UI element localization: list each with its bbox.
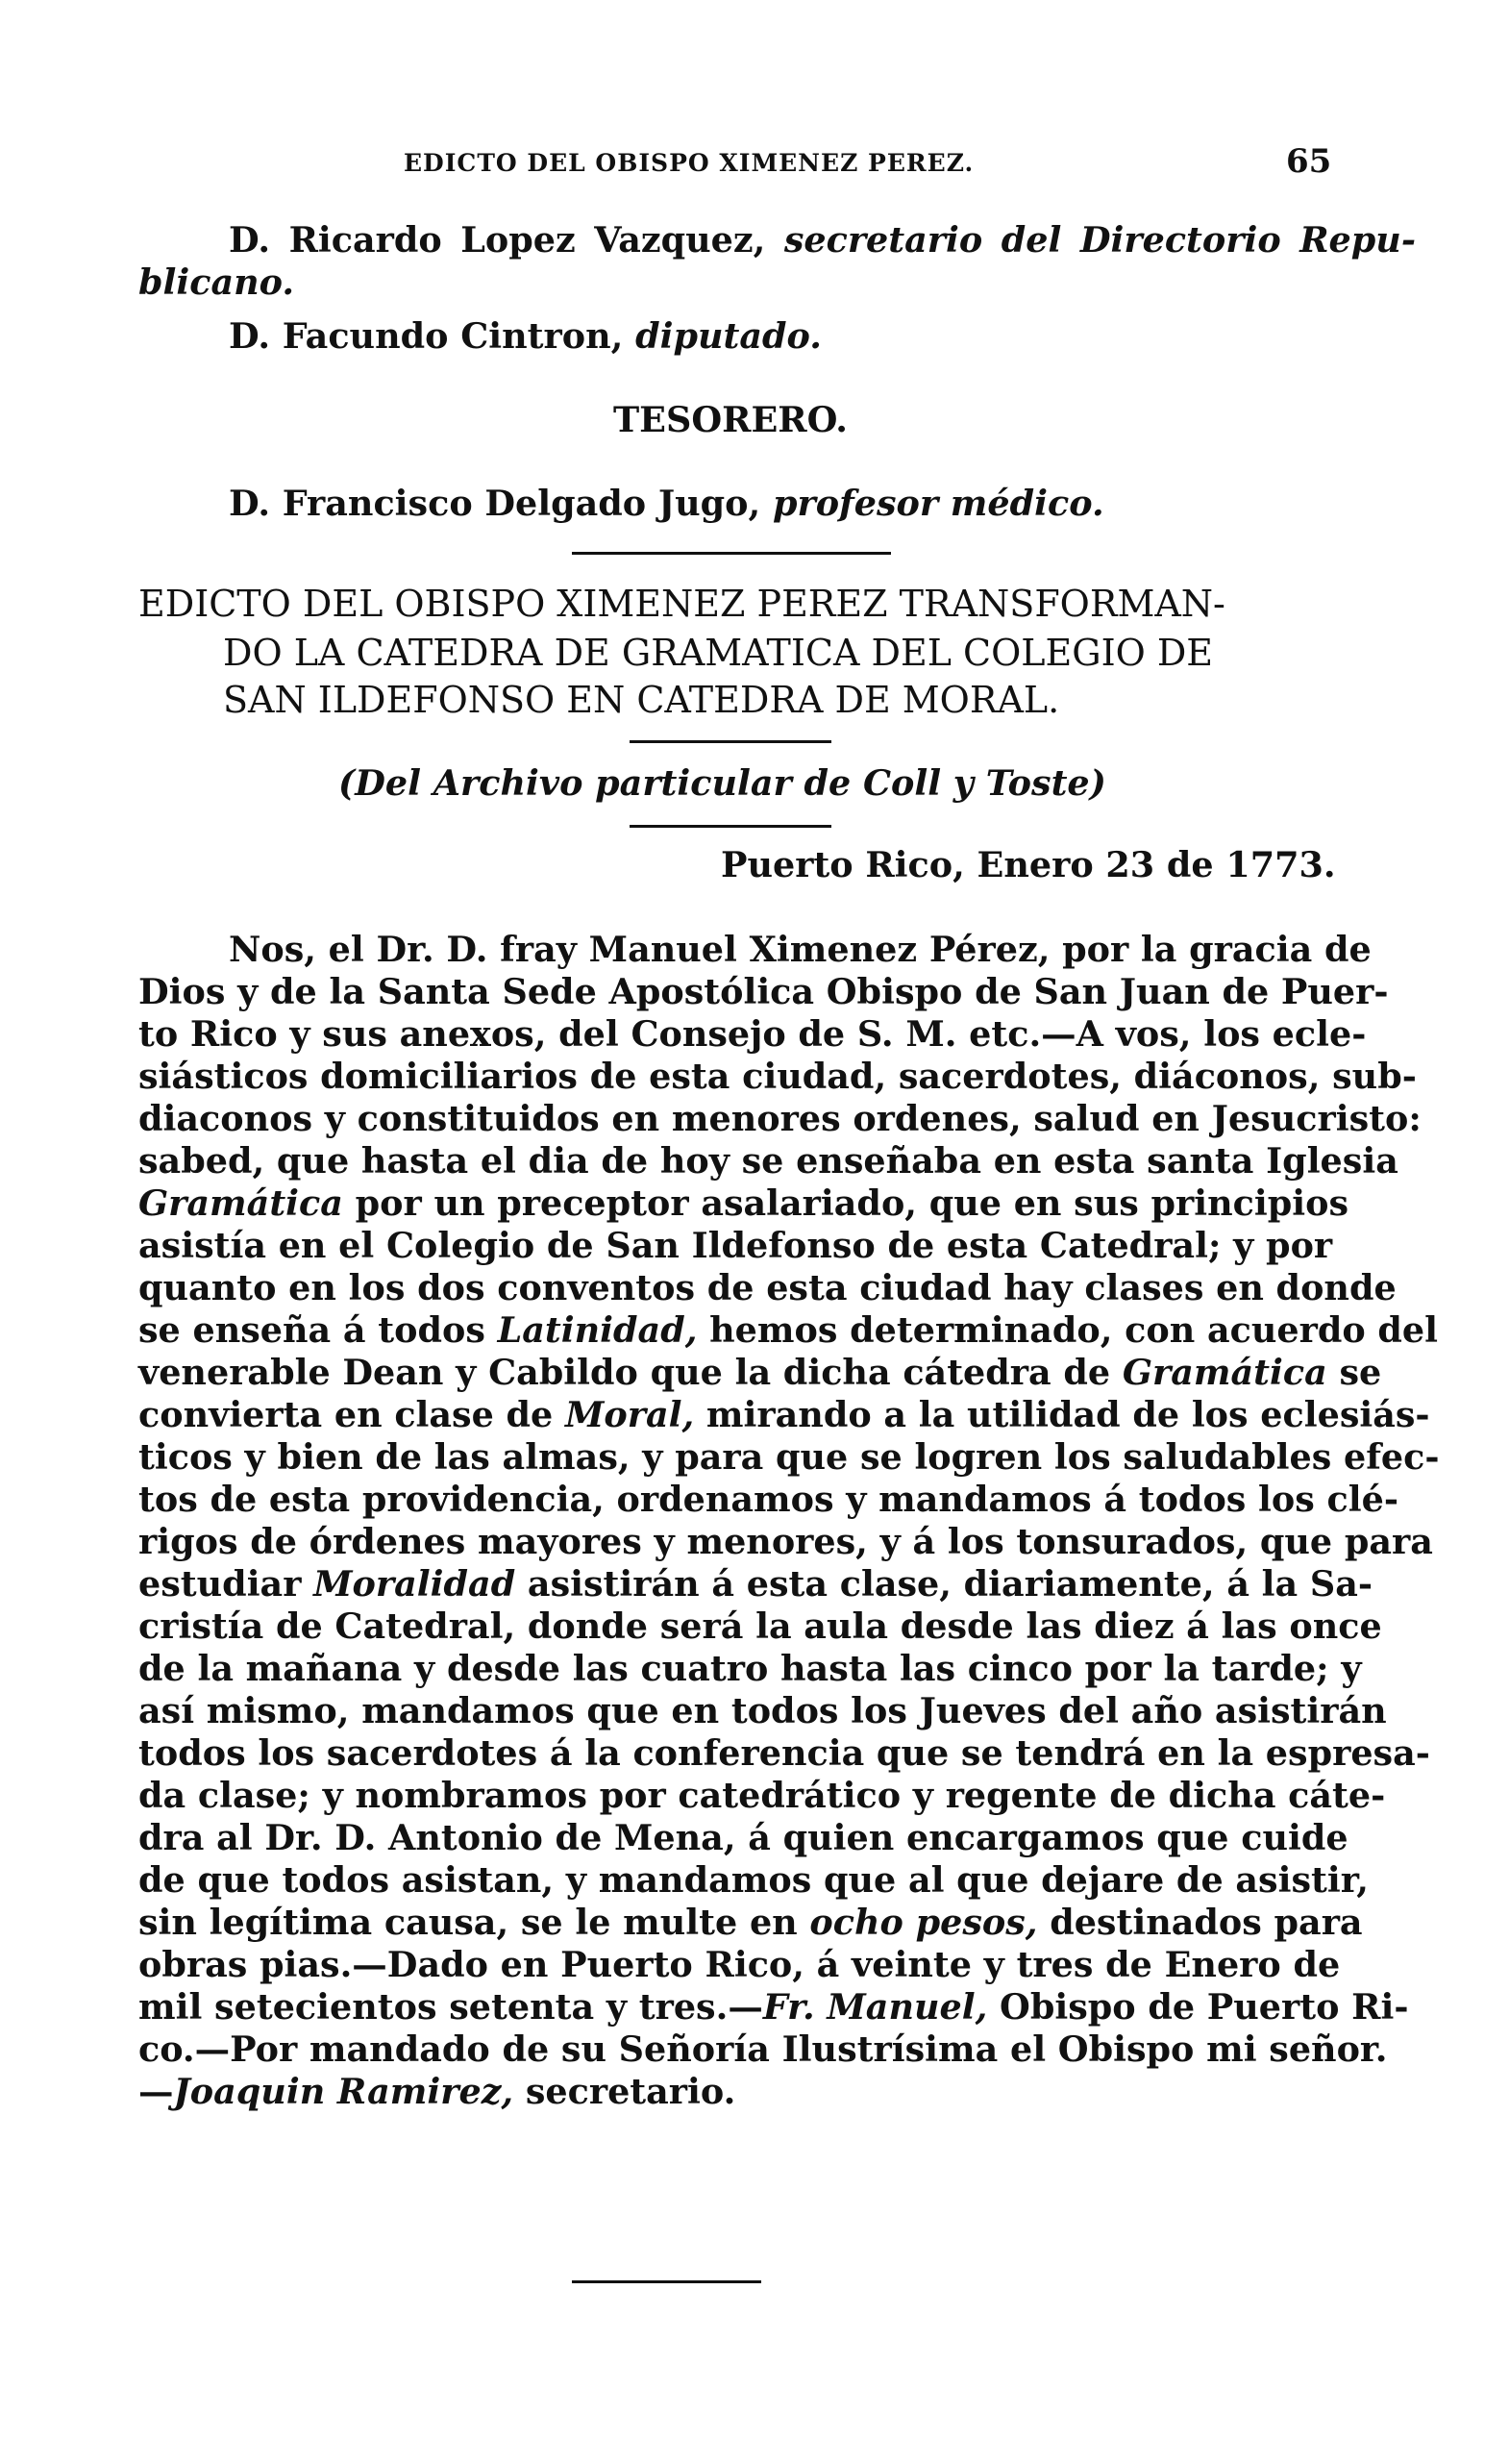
body-line: tos de esta providencia, ordenamos y mandamos á todos los clé- (138, 1479, 1398, 1520)
dateline: Puerto Rico, Enero 23 de 1773. (721, 844, 1336, 885)
body-line: cristía de Catedral, donde será la aula desde las diez á las once (138, 1605, 1382, 1647)
intro-line-2: blicano. (138, 261, 295, 303)
body-line: convierta en clase de Moral, mirando a la utilidad de los eclesiás- (138, 1394, 1430, 1435)
body-line: obras pias.—Dado en Puerto Rico, á veinte y tres de Enero de (138, 1944, 1341, 1985)
intro-line-4: D. Francisco Delgado Jugo, profesor médico. (229, 483, 1104, 524)
title-line-2: DO LA CATEDRA DE GRAMATICA DEL COLEGIO DE (223, 632, 1214, 674)
body-line: rigos de órdenes mayores y menores, y á los tonsurados, que para (138, 1521, 1433, 1562)
divider-rule (630, 740, 831, 743)
intro-line-1: D. Ricardo Lopez Vazquez, secretario del Directorio Repu- (229, 219, 1416, 261)
intro-line-3: D. Facundo Cintron, diputado. (229, 315, 822, 357)
body-line: Nos, el Dr. D. fray Manuel Ximenez Pérez, por la gracia de (229, 929, 1372, 970)
running-header: EDICTO DEL OBISPO XIMENEZ PEREZ. (404, 149, 975, 177)
body-line: ticos y bien de las almas, y para que se logren los saludables efec- (138, 1436, 1440, 1478)
body-line: sin legítima causa, se le multe en ocho pesos, destinados para (138, 1902, 1363, 1943)
body-line: mil setecientos setenta y tres.—Fr. Manuel, Obispo de Puerto Ri- (138, 1986, 1409, 2028)
end-rule (572, 2280, 761, 2283)
body-line: dra al Dr. D. Antonio de Mena, á quien encargamos que cuide (138, 1817, 1348, 1858)
body-line: todos los sacerdotes á la conferencia que se tendrá en la espresa- (138, 1732, 1430, 1774)
body-line: de que todos asistan, y mandamos que al que dejare de asistir, (138, 1859, 1369, 1901)
divider-rule (572, 552, 891, 555)
body-line: se enseña á todos Latinidad, hemos determinado, con acuerdo del (138, 1309, 1439, 1351)
body-line: da clase; y nombramos por catedrático y regente de dicha cáte- (138, 1775, 1386, 1816)
body-line: quanto en los dos conventos de esta ciudad hay clases en donde (138, 1267, 1397, 1308)
body-line: estudiar Moralidad asistirán á esta clase, diariamente, á la Sa- (138, 1563, 1373, 1605)
body-line: venerable Dean y Cabildo que la dicha cátedra de Gramática se (138, 1352, 1382, 1393)
body-line: sabed, que hasta el dia de hoy se enseñaba en esta santa Iglesia (138, 1140, 1398, 1182)
section-heading: TESORERO. (613, 399, 848, 440)
body-line: así mismo, mandamos que en todos los Jueves del año asistirán (138, 1690, 1387, 1731)
body-line-signature: —Joaquin Ramirez, secretario. (138, 2071, 736, 2112)
body-line: de la mañana y desde las cuatro hasta las cinco por la tarde; y (138, 1648, 1362, 1689)
divider-rule (630, 825, 831, 828)
title-line-1: EDICTO DEL OBISPO XIMENEZ PEREZ TRANSFORMAN- (138, 583, 1225, 625)
body-line: co.—Por mandado de su Señoría Ilustrísima el Obispo mi señor. (138, 2028, 1388, 2070)
source-note: (Del Archivo particular de Coll y Toste) (338, 762, 1106, 804)
body-line: Dios y de la Santa Sede Apostólica Obispo de San Juan de Puer- (138, 971, 1389, 1012)
body-line: Gramática por un preceptor asalariado, que en sus principios (138, 1182, 1349, 1224)
title-line-3: SAN ILDEFONSO EN CATEDRA DE MORAL. (223, 679, 1060, 721)
body-line: asistía en el Colegio de San Ildefonso de esta Catedral; y por (138, 1225, 1333, 1266)
body-line: to Rico y sus anexos, del Consejo de S. M. etc.—A vos, los ecle- (138, 1013, 1367, 1055)
body-line: siásticos domiciliarios de esta ciudad, sacerdotes, diáconos, sub- (138, 1056, 1417, 1097)
page-number: 65 (1286, 142, 1332, 181)
body-line: diaconos y constituidos en menores ordenes, salud en Jesucristo: (138, 1098, 1422, 1139)
